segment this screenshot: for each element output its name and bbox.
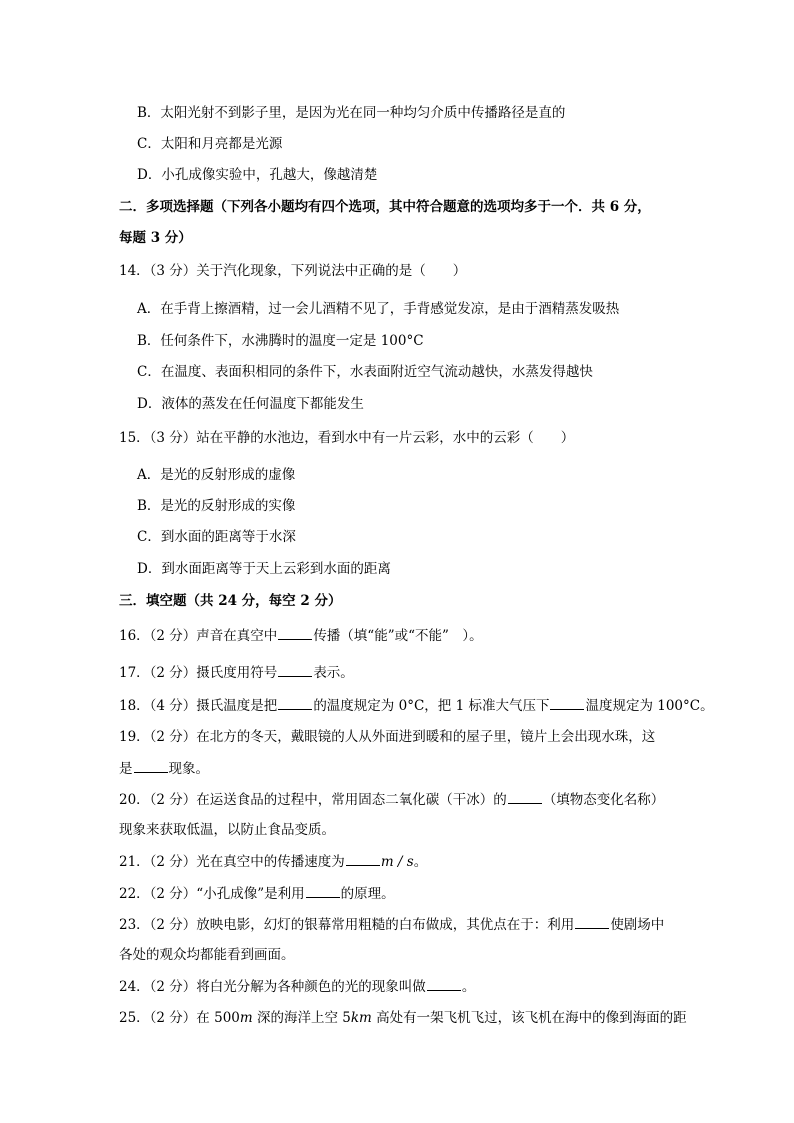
answer-blank[interactable] <box>508 790 542 804</box>
question-15-stem: 15．（3 分）站在平静的水池边，看到水中有一片云彩，水中的云彩（ ） <box>119 430 575 446</box>
question-14-option-c: C．在温度、表面积相同的条件下，水表面附近空气流动越快，水蒸发得越快 <box>137 364 593 380</box>
question-14-option-b: B．任何条件下，水沸腾时的温度一定是 100°C <box>137 333 424 349</box>
question-18-text-b: 的温度规定为 0°C，把 1 标准大气压下 <box>313 698 550 714</box>
question-25-unit-m: m <box>239 1010 253 1026</box>
answer-blank[interactable] <box>550 696 584 710</box>
question-15-option-a: A．是光的反射形成的虚像 <box>137 467 296 483</box>
section-2-heading: 二．多项选择题（下列各小题均有四个选项，其中符合题意的选项均多于一个．共 6 分， <box>119 199 651 215</box>
answer-blank[interactable] <box>278 626 312 640</box>
question-16-text-a: 16．（2 分）声音在真空中 <box>119 628 278 644</box>
question-19-line1: 19．（2 分）在北方的冬天，戴眼镜的人从外面进到暖和的屋子里，镜片上会出现水珠，这 <box>119 729 656 745</box>
question-20-text-a: 20．（2 分）在运送食品的过程中，常用固态二氧化碳（干冰）的 <box>119 792 507 808</box>
question-21-unit: m / s <box>380 854 414 870</box>
question-18-text-a: 18．（4 分）摄氏温度是把 <box>119 698 278 714</box>
question-25-text-b: 深的海洋上空 5 <box>252 1010 351 1026</box>
question-25-text-c: 高处有一架飞机飞过，该飞机在海中的像到海面的距 <box>371 1010 687 1026</box>
answer-blank[interactable] <box>427 977 461 991</box>
answer-blank[interactable] <box>306 884 340 898</box>
question-24 <box>119 977 475 996</box>
question-15-option-b: B．是光的反射形成的实像 <box>137 498 296 514</box>
question-23-line1 <box>119 915 664 934</box>
question-19-text-b: 现象。 <box>168 761 209 777</box>
question-21-text-b: 。 <box>413 854 428 870</box>
question-19-line2 <box>119 759 209 778</box>
answer-blank[interactable] <box>278 663 312 677</box>
question-16 <box>119 626 483 645</box>
question-23-text-b: 使剧场中 <box>610 917 665 933</box>
question-21 <box>119 852 427 871</box>
answer-blank[interactable] <box>575 915 609 929</box>
question-22-text-a: 22．（2 分）“小孔成像”是利用 <box>119 886 305 902</box>
question-20-text-b: （填物态变化名称） <box>542 792 665 808</box>
section-2-heading-cont: 每题 3 分） <box>119 230 192 246</box>
answer-blank[interactable] <box>346 852 380 866</box>
question-14-option-d: D．液体的蒸发在任何温度下都能发生 <box>137 396 364 412</box>
question-17-text-b: 表示。 <box>313 665 354 681</box>
question-22 <box>119 884 395 903</box>
answer-blank[interactable] <box>134 759 168 773</box>
question-24-text-a: 24．（2 分）将白光分解为各种颜色的光的现象叫做 <box>119 979 426 995</box>
question-24-text-b: 。 <box>461 979 476 995</box>
question-17 <box>119 663 354 682</box>
question-14-option-a: A．在手背上擦酒精，过一会儿酒精不见了，手背感觉发凉，是由于酒精蒸发吸热 <box>137 301 620 317</box>
question-22-text-b: 的原理。 <box>340 886 395 902</box>
answer-blank[interactable] <box>278 696 312 710</box>
question-16-text-b: 传播（填“能”或“不能” ）。 <box>313 628 483 644</box>
question-25-unit-km: km <box>350 1010 372 1026</box>
prev-option-b: B．太阳光射不到影子里，是因为光在同一种均匀介质中传播路径是直的 <box>137 105 566 121</box>
question-14-stem: 14．（3 分）关于汽化现象，下列说法中正确的是（ ） <box>119 263 467 279</box>
question-23-text-a: 23．（2 分）放映电影，幻灯的银幕常用粗糙的白布做成，其优点在于：利用 <box>119 917 575 933</box>
question-19-text-a: 是 <box>119 761 133 777</box>
question-20-line1 <box>119 790 664 809</box>
question-18-text-c: 温度规定为 100°C。 <box>585 698 714 714</box>
question-20-line2: 现象来获取低温，以防止食品变质。 <box>119 822 335 838</box>
prev-option-d: D．小孔成像实验中，孔越大，像越清楚 <box>137 167 378 183</box>
question-25 <box>119 1009 687 1027</box>
prev-option-c: C．太阳和月亮都是光源 <box>137 136 283 152</box>
question-25-text-a: 25．（2 分）在 500 <box>119 1010 240 1026</box>
question-18 <box>119 696 714 715</box>
question-23-line2: 各处的观众均都能看到画面。 <box>119 947 295 963</box>
question-15-option-c: C．到水面的距离等于水深 <box>137 529 296 545</box>
question-21-text-a: 21．（2 分）光在真空中的传播速度为 <box>119 854 345 870</box>
section-3-heading: 三．填空题（共 24 分，每空 2 分） <box>119 593 342 609</box>
question-17-text-a: 17．（2 分）摄氏度用符号 <box>119 665 278 681</box>
question-15-option-d: D．到水面距离等于天上云彩到水面的距离 <box>137 561 391 577</box>
